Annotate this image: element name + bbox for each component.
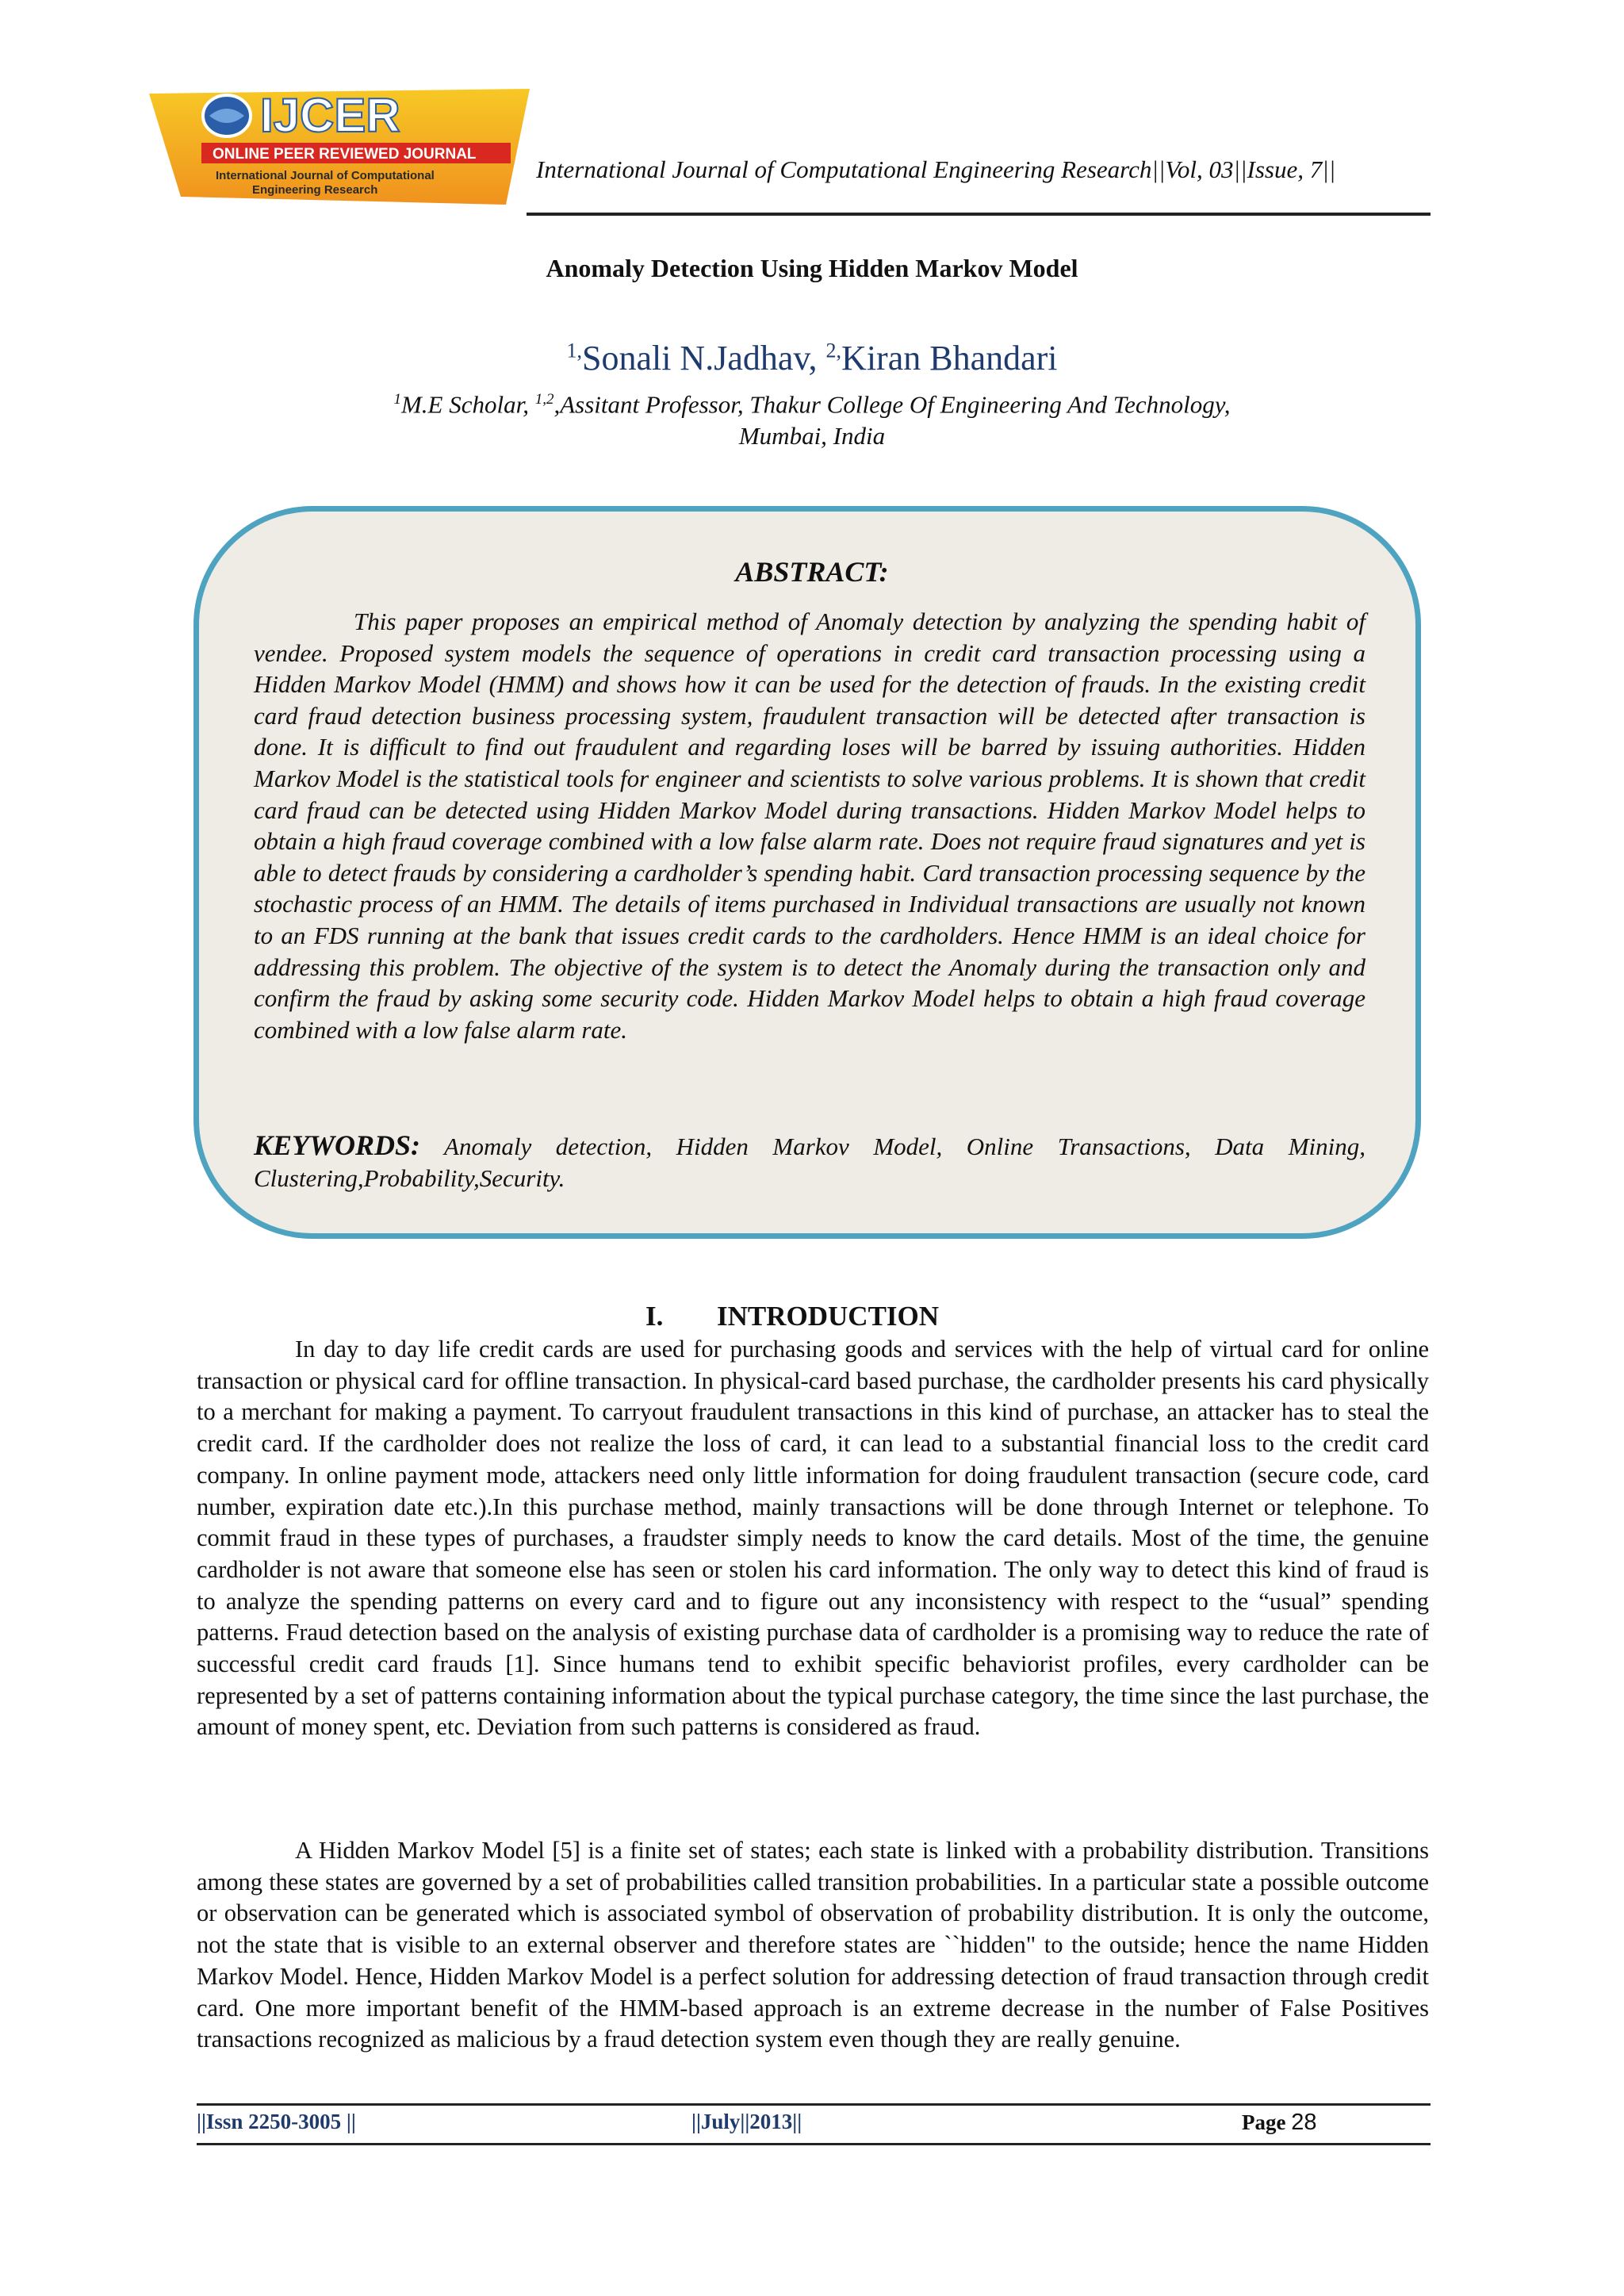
affiliation-sup-2: 1,2 bbox=[534, 391, 554, 408]
footer-rule-bottom bbox=[197, 2143, 1431, 2145]
author-1: Sonali N.Jadhav, bbox=[581, 339, 818, 378]
journal-header: International Journal of Computational Engineering Research||Vol, 03||Issue, 7|| bbox=[536, 155, 1336, 183]
keywords bbox=[254, 1129, 1365, 1194]
intro-paragraph-1: In day to day life credit cards are used for purchasing goods and services with the help of virtual card for online transaction or physical card for offline transaction. In physical-card based purchase, the cardholder presents his card physically to a merchant for making a payment. To carryout fraudulent transactions in this kind of purchase, an attacker has to steal the credit card. If the cardholder does not realize the loss of card, it can lead to a substantial financial loss to the credit card company. In online payment mode, attackers need only little information for doing fraudulent transaction (secure code, card number, expiration date etc.).In this purchase method, mainly transactions will be done through Internet or telephone. To commit fraud in these types of purchases, a fraudster simply needs to know the card details. Most of the time, the genuine cardholder is not aware that someone else has seen or stolen his card information. The only way to detect this kind of fraud is to analyze the spending patterns on every card and to figure out any inconsistency with respect to the “usual” spending patterns. Fraud detection based on the analysis of existing purchase data of cardholder is a promising way to reduce the rate of successful credit card frauds [1]. Since humans tend to exhibit specific behaviorist profiles, every cardholder can be represented by a set of patterns containing information about the typical purchase category, the time since the last purchase, the amount of money spent, etc. Deviation from such patterns is considered as fraud. bbox=[197, 1336, 1429, 1741]
logo-subtitle-2: Engineering Research bbox=[252, 183, 378, 197]
footer-rule-top bbox=[197, 2103, 1431, 2106]
paper-title: Anomaly Detection Using Hidden Markov Model bbox=[546, 254, 1078, 282]
intro-paragraph-2: A Hidden Markov Model [5] is a finite set of states; each state is linked with a probability distribution. Transitions among these states are governed by a set of probabilities called transition probabilities. In a particular state a possible outcome or observation can be generated which is associated symbol of observation of probability distribution. It is only the outcome, not the state that is visible to an external observer and therefore states are ``hidden" to the outside; hence the name Hidden Markov Model. Hence, Hidden Markov Model is a perfect solution for addressing detection of fraud transaction through credit card. One more important benefit of the HMM-based approach is an extreme decrease in the number of False Positives transactions recognized as malicious by a fraud detection system even though they are really genuine. bbox=[197, 1837, 1429, 2053]
footer-page-number: 28 bbox=[1291, 2110, 1317, 2135]
abstract-heading: ABSTRACT: bbox=[735, 556, 889, 588]
logo-tagline: ONLINE PEER REVIEWED JOURNAL bbox=[213, 146, 477, 163]
footer-page bbox=[1242, 2110, 1317, 2136]
abstract-body: This paper proposes an empirical method of Anomaly detection by analyzing the spending habit of vendee. Proposed system models the sequence of operations in credit card transaction processing using a Hidden Markov Model (HMM) and shows how it can be used for the detection of frauds. In the existing credit card fraud detection business processing system, fraudulent transaction will be detected after transaction is done. It is difficult to find out fraudulent and regarding loses will be barred by issuing authorities. Hidden Markov Model is the statistical tools for engineer and scientists to solve various problems. It is shown that credit card fraud can be detected using Hidden Markov Model during transactions. Hidden Markov Model helps to obtain a high fraud coverage combined with a low false alarm rate. Does not require fraud signatures and yet is able to detect frauds by considering a cardholder’s spending habit. Card transaction processing sequence by the stochastic process of an HMM. The details of items purchased in Individual transactions are usually not known to an FDS running at the bank that issues credit cards to the cardholders. Hence HMM is an ideal choice for addressing this problem. The objective of the system is to detect the Anomaly during the transaction only and confirm the fraud by asking some security code. Hidden Markov Model helps to obtain a high fraud coverage combined with a low false alarm rate. bbox=[254, 608, 1365, 1044]
author-2-sup: 2, bbox=[825, 339, 842, 362]
keywords-list: Anomaly detection, Hidden Markov Model, Online Transactions, Data Mining, Clustering,Probability,Security. bbox=[254, 1133, 1365, 1192]
logo-wordmark: IJCER bbox=[260, 89, 400, 142]
footer-issn: ||Issn 2250-3005 || bbox=[197, 2110, 356, 2133]
section-number: I. bbox=[645, 1301, 664, 1332]
footer-page-label: Page bbox=[1242, 2110, 1292, 2134]
affiliation bbox=[0, 384, 1624, 452]
author-list bbox=[0, 338, 1624, 378]
affiliation-role-2: ,Assitant Professor, Thakur College Of Engineering And Technology, bbox=[553, 390, 1231, 419]
affiliation-location: Mumbai, India bbox=[738, 422, 886, 450]
section-heading-introduction bbox=[645, 1301, 939, 1332]
affiliation-sup-1: 1 bbox=[393, 391, 401, 408]
section-title: INTRODUCTION bbox=[717, 1301, 940, 1332]
footer-date: ||July||2013|| bbox=[691, 2110, 802, 2133]
header-rule bbox=[527, 213, 1431, 216]
keywords-label: KEYWORDS: bbox=[254, 1129, 421, 1161]
journal-logo bbox=[133, 86, 538, 213]
author-1-sup: 1, bbox=[566, 339, 582, 362]
affiliation-line-1 bbox=[0, 384, 1624, 420]
logo-subtitle-1: International Journal of Computational bbox=[216, 169, 435, 182]
affiliation-role-1: M.E Scholar, bbox=[400, 390, 535, 419]
author-2: Kiran Bhandari bbox=[841, 339, 1058, 378]
